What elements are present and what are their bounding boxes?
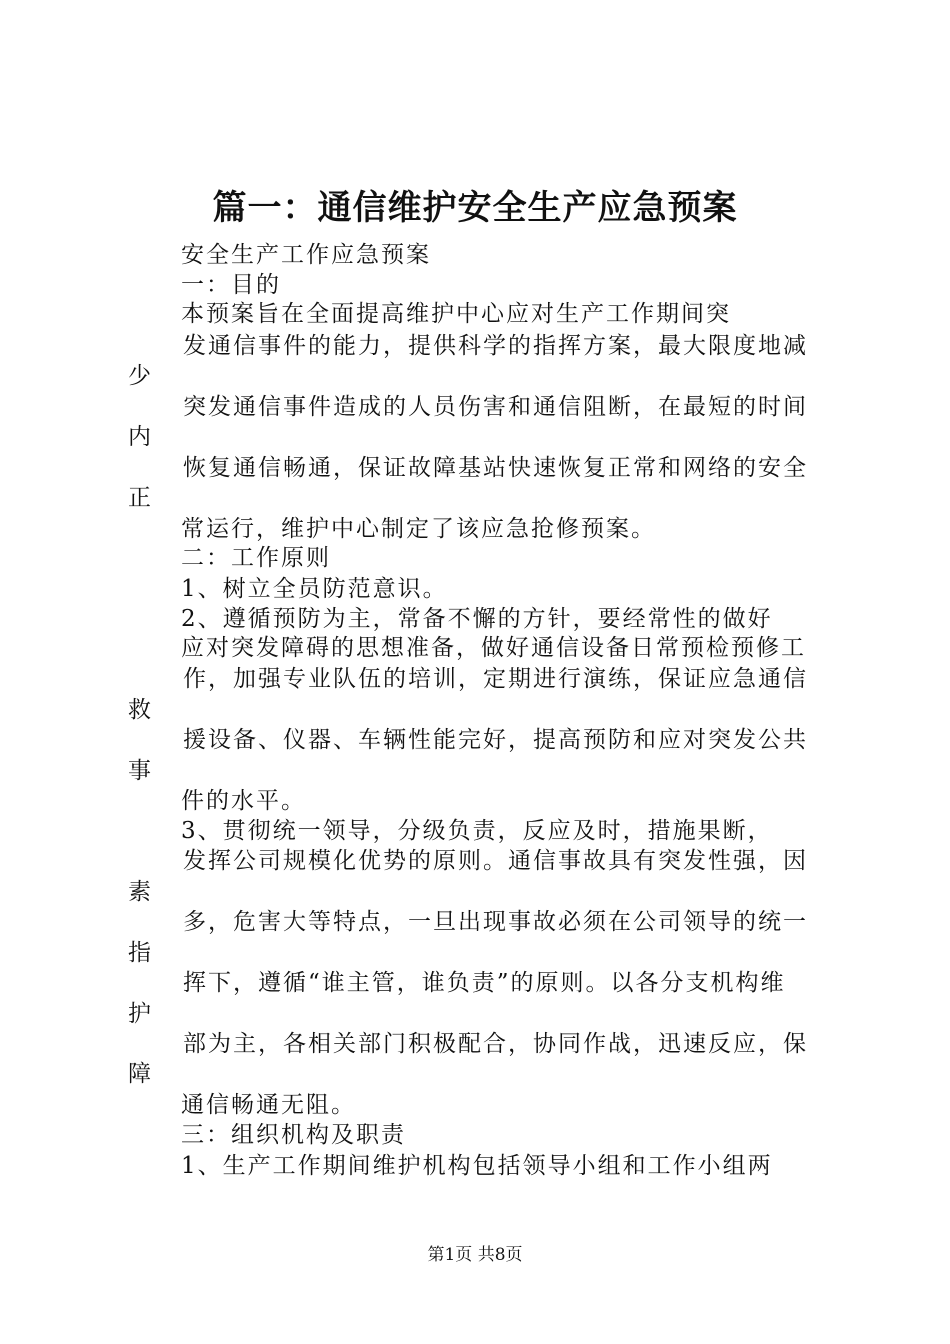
text-line: 2、遵循预防为主，常备不懈的方针，要经常性的做好 <box>181 606 773 632</box>
text-line: 部为主，各相关部门积极配合，协同作战，迅速反应，保 <box>183 1031 808 1057</box>
text-line: 常运行，维护中心制定了该应急抢修预案。 <box>181 516 656 542</box>
text-line: 应对突发障碍的思想准备，做好通信设备日常预检预修工 <box>181 635 806 661</box>
text-line: 三：组织机构及职责 <box>181 1122 406 1148</box>
text-line: 作，加强专业队伍的培训，定期进行演练，保证应急通信 <box>183 666 808 692</box>
text-line-wrap: 素 <box>128 879 151 905</box>
text-line-wrap: 少 <box>128 363 151 389</box>
text-line: 多，危害大等特点，一旦出现事故必须在公司领导的统一 <box>183 909 808 935</box>
text-line: 安全生产工作应急预案 <box>181 242 431 268</box>
text-line-wrap: 正 <box>128 485 151 511</box>
text-line: 二：工作原则 <box>181 545 331 571</box>
text-line: 挥下，遵循“谁主管，谁负责”的原则。以各分支机构维 <box>183 970 786 996</box>
text-line: 3、贯彻统一领导，分级负责，反应及时，措施果断， <box>181 818 773 844</box>
text-line: 一：目的 <box>181 272 281 298</box>
text-line-wrap: 障 <box>128 1061 151 1087</box>
page-footer: 第1页 共8页 <box>427 1245 523 1265</box>
text-line: 1、生产工作期间维护机构包括领导小组和工作小组两 <box>181 1153 773 1179</box>
text-line: 1、树立全员防范意识。 <box>181 576 448 602</box>
text-line-wrap: 护 <box>128 1001 151 1027</box>
text-line: 发通信事件的能力，提供科学的指挥方案，最大限度地减 <box>183 333 808 359</box>
text-line: 恢复通信畅通，保证故障基站快速恢复正常和网络的安全 <box>183 455 808 481</box>
text-line-wrap: 事 <box>128 758 151 784</box>
text-line: 通信畅通无阻。 <box>181 1092 356 1118</box>
text-line: 援设备、仪器、车辆性能完好，提高预防和应对突发公共 <box>183 727 808 753</box>
text-line: 发挥公司规模化优势的原则。通信事故具有突发性强，因 <box>183 848 808 874</box>
text-line: 本预案旨在全面提高维护中心应对生产工作期间突 <box>181 301 731 327</box>
text-line: 件的水平。 <box>181 788 306 814</box>
document-title: 篇一：通信维护安全生产应急预案 <box>212 188 738 228</box>
text-line-wrap: 指 <box>128 940 151 966</box>
text-line-wrap: 内 <box>128 424 151 450</box>
text-line: 突发通信事件造成的人员伤害和通信阻断，在最短的时间 <box>183 394 808 420</box>
text-line-wrap: 救 <box>128 697 151 723</box>
